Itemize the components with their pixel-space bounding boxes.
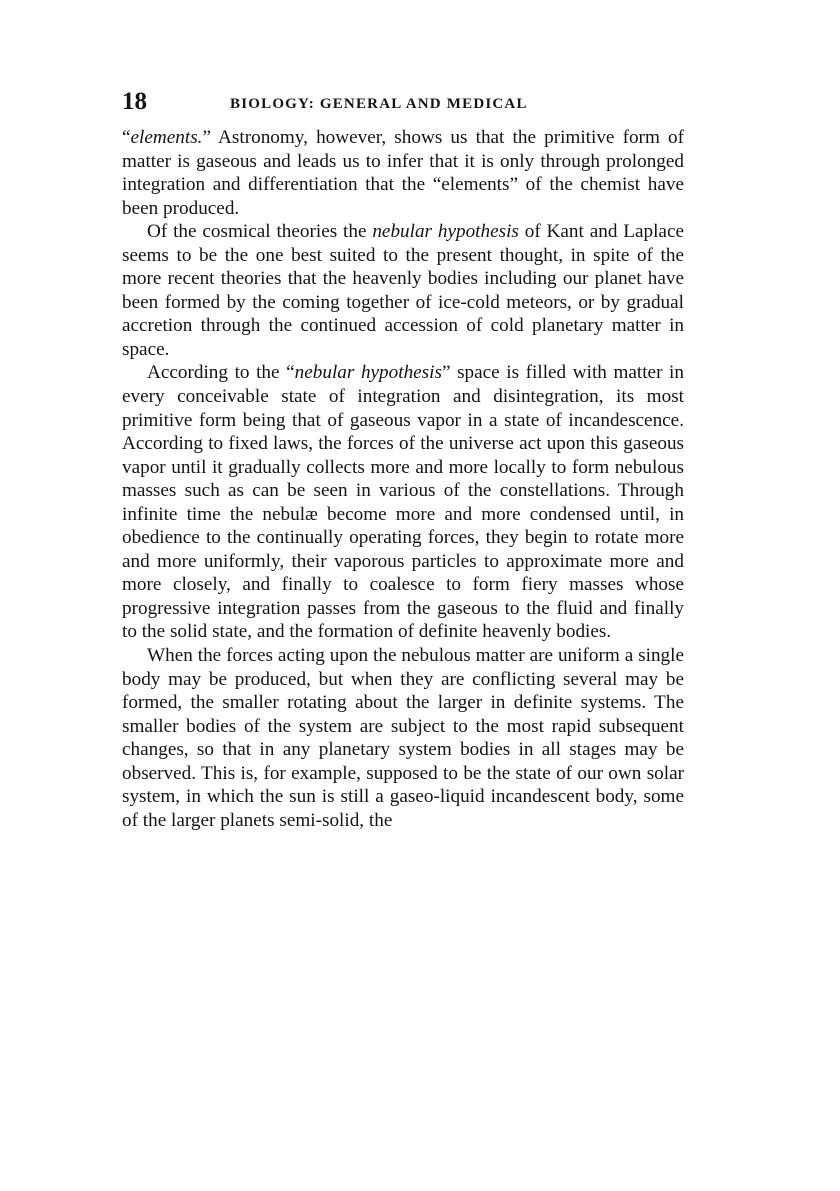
- text-run: of Kant and Laplace seems to be the one best suited to the present thought, in spite of the more recent theories that the heavenly bodies including our planet have been formed by the coming together of ice-cold meteors, or by gradual accretion through the continued accession of cold planetary matter in space.: [122, 221, 684, 360]
- italic-term: nebular hypothesis: [294, 362, 442, 384]
- book-page: [122, 86, 684, 832]
- paragraph-elements-astronomy: [122, 126, 684, 220]
- text-run: ” Astronomy, however, shows us that the primitive form of matter is gaseous and leads us to infer that it is only through prolonged integration and differentiation that the “elements” of the chemist have been produced.: [122, 127, 684, 219]
- text-run: Of the cosmical theories the: [147, 221, 373, 243]
- running-title: BIOLOGY: GENERAL AND MEDICAL: [230, 96, 528, 112]
- text-run: When the forces acting upon the nebulous matter are uniform a single body may be produced, but when they are conflicting several may be formed, the smaller rotating about the larger in definite systems. The smaller bodies of the system are subject to the most rapid subsequent changes, so that in any planetary system bodies in all stages may be observed. This is, for example, supposed to be the state of our own solar system, in which the sun is still a gaseo-liquid incandescent body, some of the larger planets semi-solid, the: [122, 645, 684, 831]
- italic-term: nebular hypothesis: [372, 221, 519, 243]
- paragraph-forces-nebulous-matter: [122, 644, 684, 832]
- italic-term: elements.: [130, 127, 203, 148]
- running-head: [122, 86, 684, 122]
- text-run: According to the “: [147, 362, 295, 384]
- body-text: [122, 126, 684, 832]
- text-run: ” space is filled with matter in every conceivable state of integration and disintegration, its most primitive form being that of gaseous vapor in a state of incandescence. According to fixed laws, the forces of the universe act upon this gaseous vapor until it gradually collects more and more locally to form nebulous masses such as can be seen in various of the constellations. Through infinite time the nebulæ become more and more condensed until, in obedience to the continually operating forces, they begin to rotate more and more uniformly, their vaporous particles to approximate more and more closely, and finally to coalesce to form fiery masses whose progressive integration passes from the gaseous to the fluid and finally to the solid state, and the formation of definite heavenly bodies.: [122, 362, 684, 643]
- page-number: 18: [122, 88, 147, 115]
- paragraph-cosmical-theories: [122, 220, 684, 361]
- paragraph-nebular-hypothesis: [122, 361, 684, 644]
- text-run: “: [122, 127, 131, 148]
